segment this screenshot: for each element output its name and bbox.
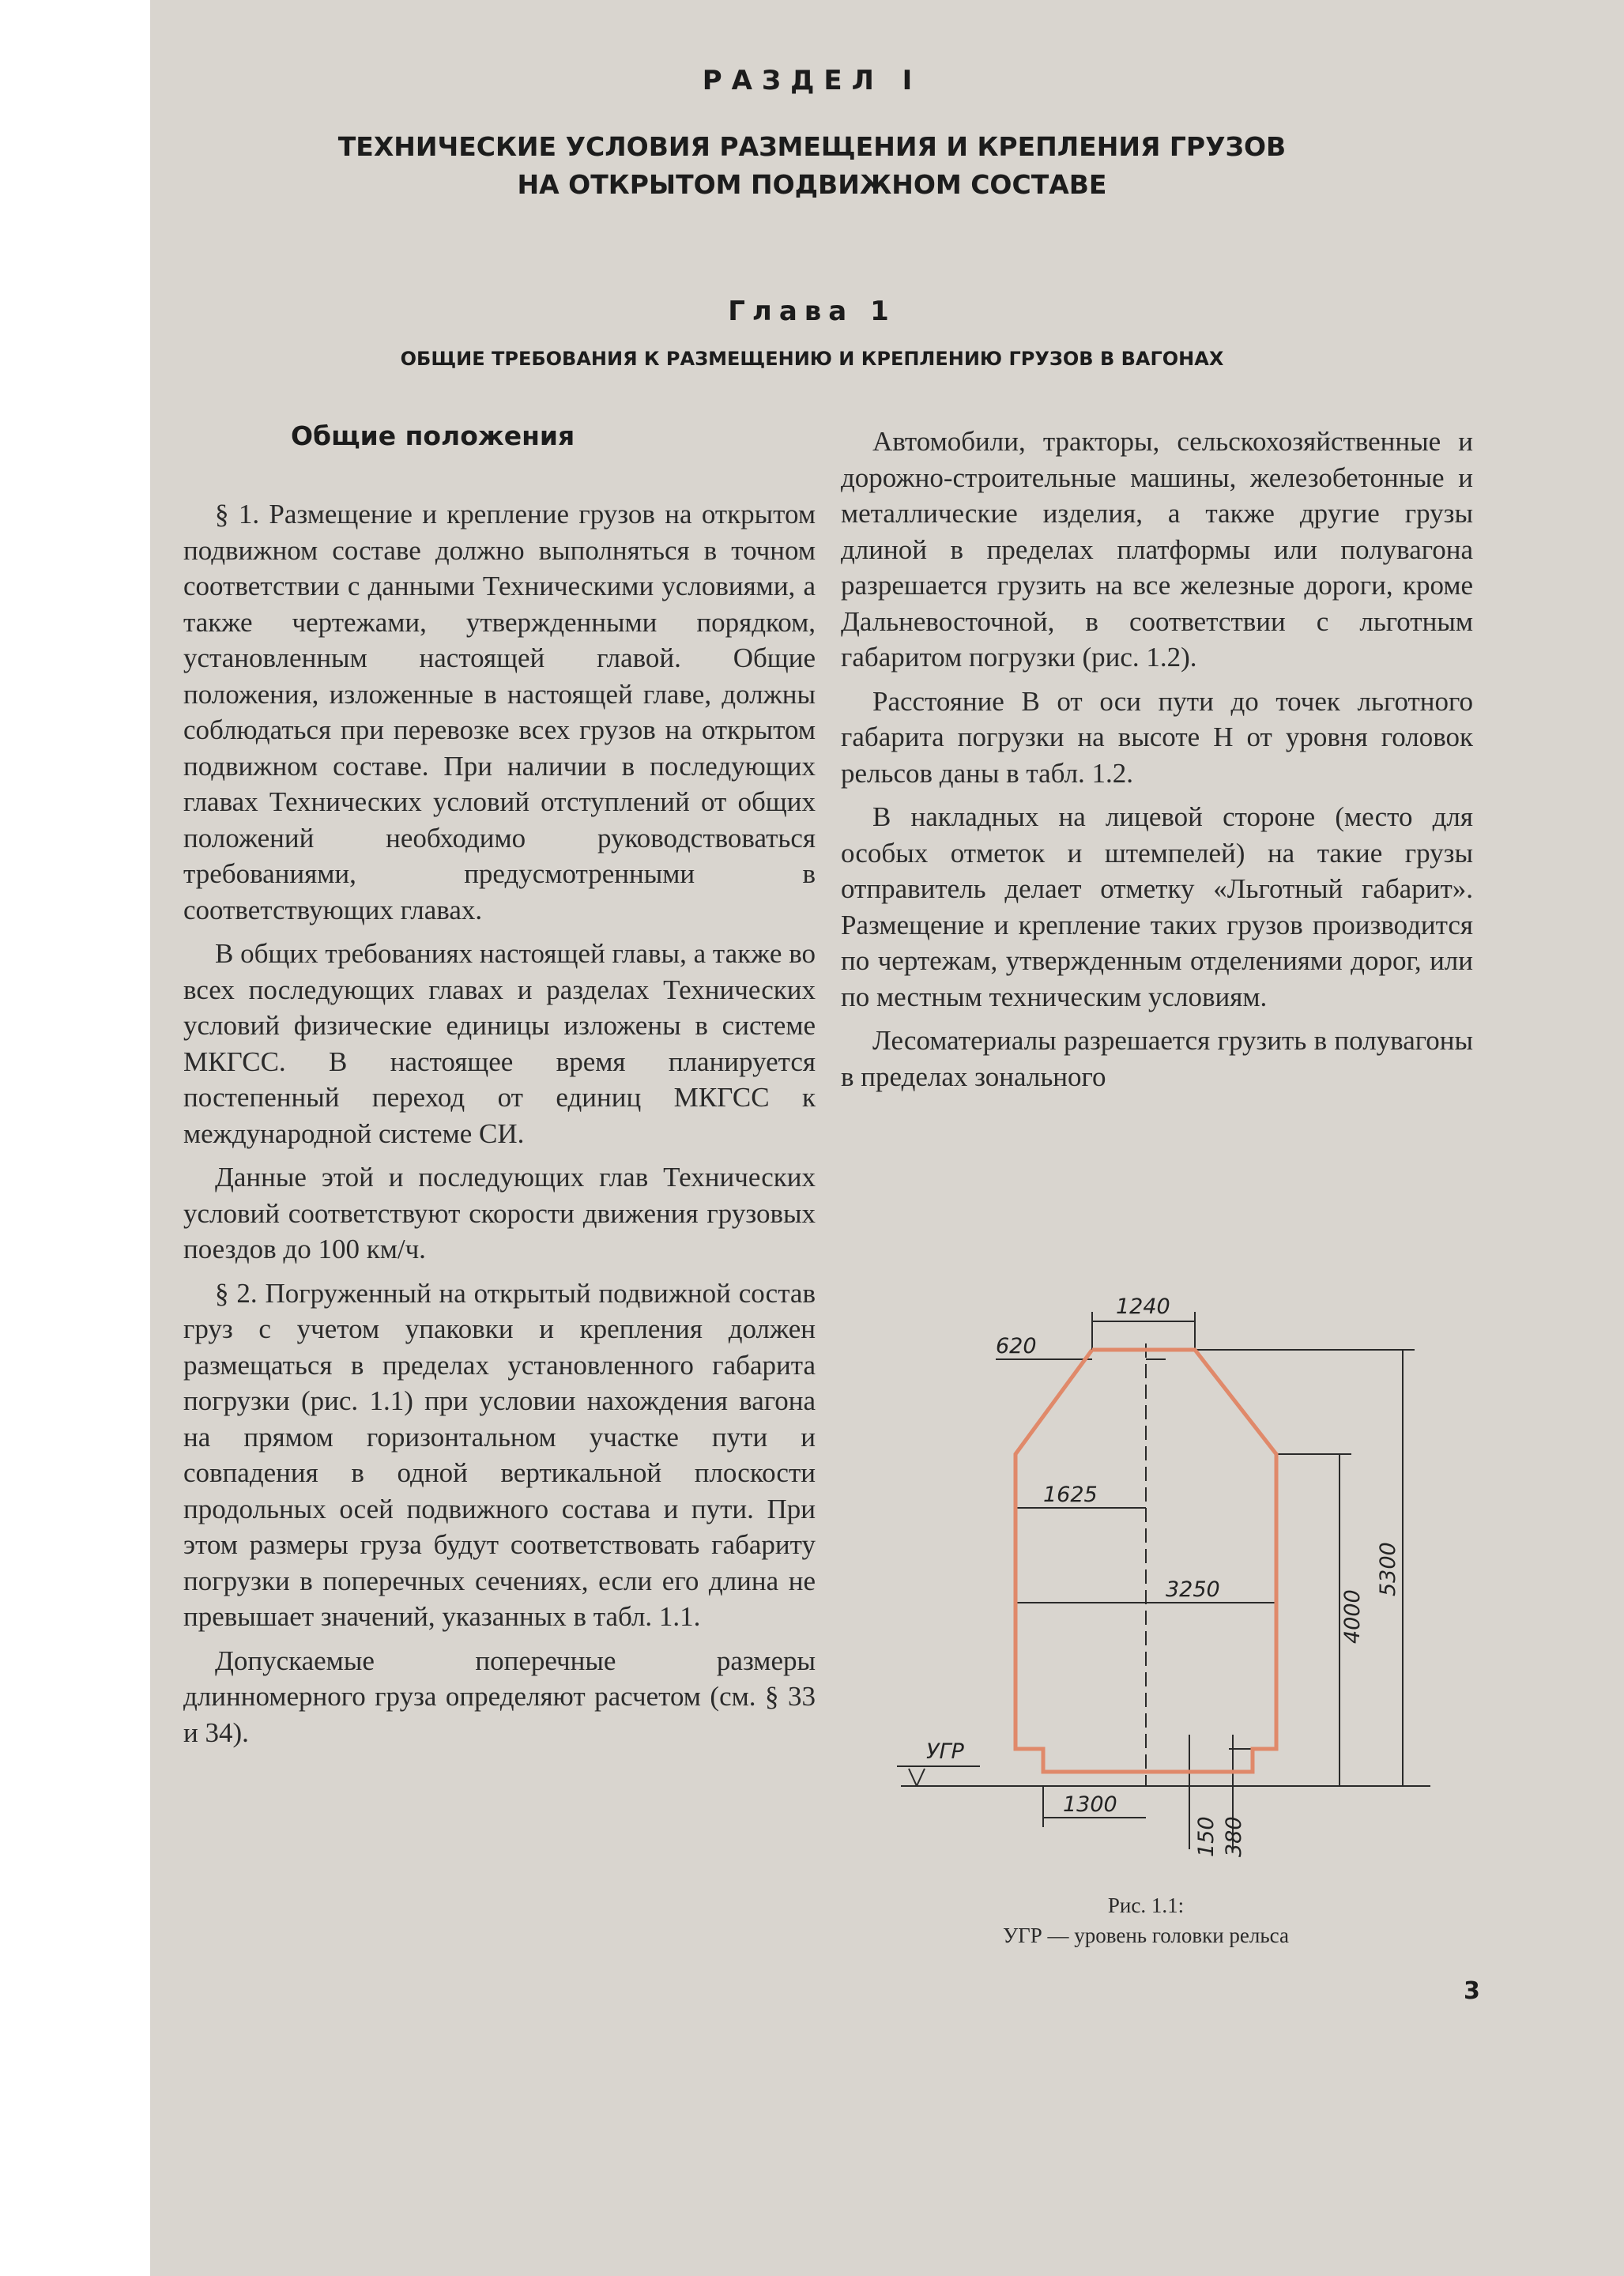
dim-3250: 3250 <box>1166 1577 1220 1602</box>
chapter-heading: Глава 1 <box>728 296 896 327</box>
section-heading: РАЗДЕЛ I <box>702 65 922 96</box>
paragraph: В накладных на лицевой стороне (место для особых отметок и штемпелей) на такие грузы отправитель делает отметку «Льготный габарит». Размещение и крепление таких грузов производится по чертежам, утвержденным отделениями дорог, или по местным техническим условиям. <box>841 801 1473 1012</box>
section-title-line-1: ТЕХНИЧЕСКИЕ УСЛОВИЯ РАЗМЕЩЕНИЯ И КРЕПЛЕНИЯ ГРУЗОВ <box>337 131 1287 162</box>
dim-380: 380 <box>1222 1816 1246 1857</box>
paragraph: В общих требованиях настоящей главы, а также во всех последующих главах и разделах Технических условий физические единицы изложены в системе МКГСС. В настоящее время планируется постепенный переход от единиц МКГСС к международной системе СИ. <box>183 938 816 1149</box>
paragraph: Лесоматериалы разрешается грузить в полувагоны в пределах зонального <box>841 1025 1473 1092</box>
figure-caption-line-2: УГР — уровень головки рельса <box>1003 1924 1289 1947</box>
paragraph: Расстояние B от оси пути до точек льготного габарита погрузки на высоте H от уровня головок рельсов даны в табл. 1.2. <box>841 685 1473 789</box>
dim-5300: 5300 <box>1376 1542 1400 1596</box>
paragraph: Данные этой и последующих глав Технических условий соответствуют скорости движения грузовых поездов до 100 км/ч. <box>183 1162 816 1264</box>
left-column <box>183 496 816 1758</box>
section-title-line-2: НА ОТКРЫТОМ ПОДВИЖНОМ СОСТАВЕ <box>517 169 1107 200</box>
figure-caption <box>925 1890 1367 1950</box>
right-column <box>841 424 1473 1102</box>
paragraph: § 1. Размещение и крепление грузов на открытом подвижном составе должно выполняться в точном соответствии с данными Техническими условиями, а также чертежами, утвержденными порядком, установленным настоящей главой. Общие положения, изложенные в настоящей главе, должны соблюдаться при перевозке всех грузов на открытом подвижном составе. При наличии в последующих главах Технических условий отступлений от общих положений необходимо руководствоваться требованиями, предусмотренными в соответствующих главах. <box>183 499 816 925</box>
loading-gauge-figure <box>893 1280 1446 1881</box>
subheading: Общие положения <box>291 420 575 451</box>
figure-caption-line-1: Рис. 1.1: <box>1107 1894 1185 1917</box>
paragraph: Автомобили, тракторы, сельскохозяйственные и дорожно-строительные машины, железобетонные и металлические изделия, а также другие грузы длиной в пределах платформы или полувагона разрешается грузить на все железные дороги, кроме Дальневосточной, в соответствии с льготным габаритом погрузки (рис. 1.2). <box>841 426 1473 673</box>
dim-150: 150 <box>1194 1816 1219 1857</box>
dim-4000: 4000 <box>1340 1589 1365 1644</box>
dim-620: 620 <box>996 1334 1037 1358</box>
paragraph: Допускаемые поперечные размеры длинномерного груза определяют расчетом (см. § 33 и 34). <box>183 1645 816 1748</box>
dim-1625: 1625 <box>1043 1483 1098 1507</box>
section-title <box>0 128 1624 204</box>
page-number: 3 <box>1464 1977 1480 2005</box>
dim-1300: 1300 <box>1063 1792 1117 1817</box>
chapter-title: ОБЩИЕ ТРЕБОВАНИЯ К РАЗМЕЩЕНИЮ И КРЕПЛЕНИЮ ГРУЗОВ В ВАГОНАХ <box>400 348 1224 370</box>
dim-1240: 1240 <box>1116 1294 1170 1319</box>
paragraph: § 2. Погруженный на открытый подвижной состав груз с учетом упаковки и крепления должен размещаться в пределах установленного габарита погрузки (рис. 1.1) при условии нахождения вагона на прямом горизонтальном участке пути и совпадения в одной вертикальной плоскости продольных осей подвижного состава и пути. При этом размеры груза будут соответствовать габариту погрузки в поперечных сечениях, если его длина не превышает значений, указанных в табл. 1.1. <box>183 1277 816 1632</box>
ugr-label: УГР <box>926 1739 964 1764</box>
